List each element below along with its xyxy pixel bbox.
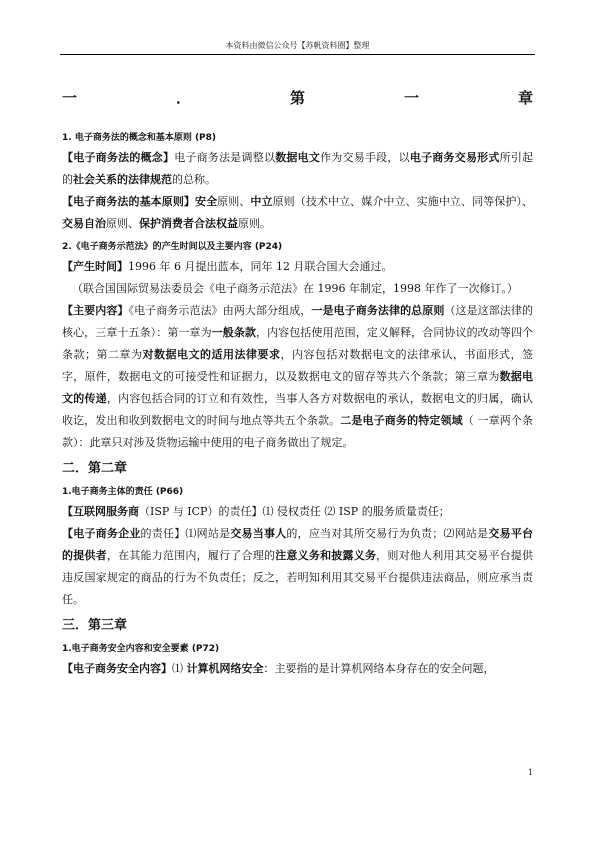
section-heading: 1.电子商务安全内容和安全要素 (P72) xyxy=(62,644,220,654)
paragraph-isp: 【互联网服务商（ISP 与 ICP）的责任】⑴ 侵权责任 ⑵ ISP 的服务质量责任； xyxy=(62,505,450,518)
page-header: 本资料由微信公众号【苏帆资料圈】整理 xyxy=(60,40,535,55)
chapter-char: 一 xyxy=(403,88,419,107)
chapter-one-title xyxy=(62,86,533,108)
paragraph-time: 【产生时间】1996 年 6 月提出蓝本，同年 12 月联合国大会通过。 xyxy=(62,260,393,273)
paragraph-concept: 【电子商务法的概念】电子商务法是调整以数据电文作为交易手段，以电子商务交易形式所引起的社会关系的法律规范的总称。 xyxy=(62,151,534,186)
chapter-char: ． xyxy=(175,88,191,107)
page-number: 1 xyxy=(527,768,533,777)
chapter-char: 第 xyxy=(289,88,305,107)
chapter-title: 三．第三章 xyxy=(62,618,128,633)
section-heading: 1. 电子商务法的概念和基本原则 (P8) xyxy=(62,133,217,143)
paragraph-enterprise: 【电子商务企业的责任】⑴网站是交易当事人的，应当对其所交易行为负责；⑵网站是交易平台的提供者，在其能力范围内，履行了合理的注意义务和披露义务，则对他人利用其交易平台提供违反国家规定的商品的行为不负责任；反之，若明知利用其交易平台提供违法商品，则应承当责任。 xyxy=(62,527,534,606)
chapter-char: 一 xyxy=(62,88,78,107)
section-heading: 1.电子商务主体的责任 (P66) xyxy=(62,487,184,497)
document-body xyxy=(62,86,533,680)
paragraph-principles: 【电子商务法的基本原则】安全原则、中立原则（技术中立、媒介中立、实施中立、同等保护）、交易自治原则、保护消费者合法权益原则。 xyxy=(62,195,534,230)
paragraph-note: （联合国国际贸易法委员会《电子商务示范法》在 1996 年制定，1998 年作了一次修订。） xyxy=(72,282,518,295)
chapter-title: 二．第二章 xyxy=(62,461,128,476)
paragraph-security: 【电子商务安全内容】⑴ 计算机网络安全：主要指的是计算机网络本身存在的安全问题， xyxy=(62,662,495,675)
paragraph-main-content: 【主要内容】《电子商务示范法》由两大部分组成，一是电子商务法律的总原则（这是这部法律的核心，三章十五条）：第一章为一般条款，内容包括使用范围，定义解释，合同协议的改动等四个条款；第二章为对数据电文的适用法律要求，内容包括对数据电文的法律承认，书面形式，签字，原件，数据电文的可接受性和证据力，以及数据电文的留存等共六个条款；第三章为数据电文的传递，内容包括合同的订立和有效性，当事人各方对数据电的承认，数据电文的归属，确认收讫，发出和收到数据电文的时间与地点等共五个条款。二是电子商务的特定领域（ 一章两个条款）：此章只对涉及货物运输中使用的电子商务做出了规定。 xyxy=(62,304,534,449)
section-heading: 2.《电子商务示范法》的产生时间以及主要内容 (P24) xyxy=(62,242,283,252)
chapter-char: 章 xyxy=(517,88,533,107)
